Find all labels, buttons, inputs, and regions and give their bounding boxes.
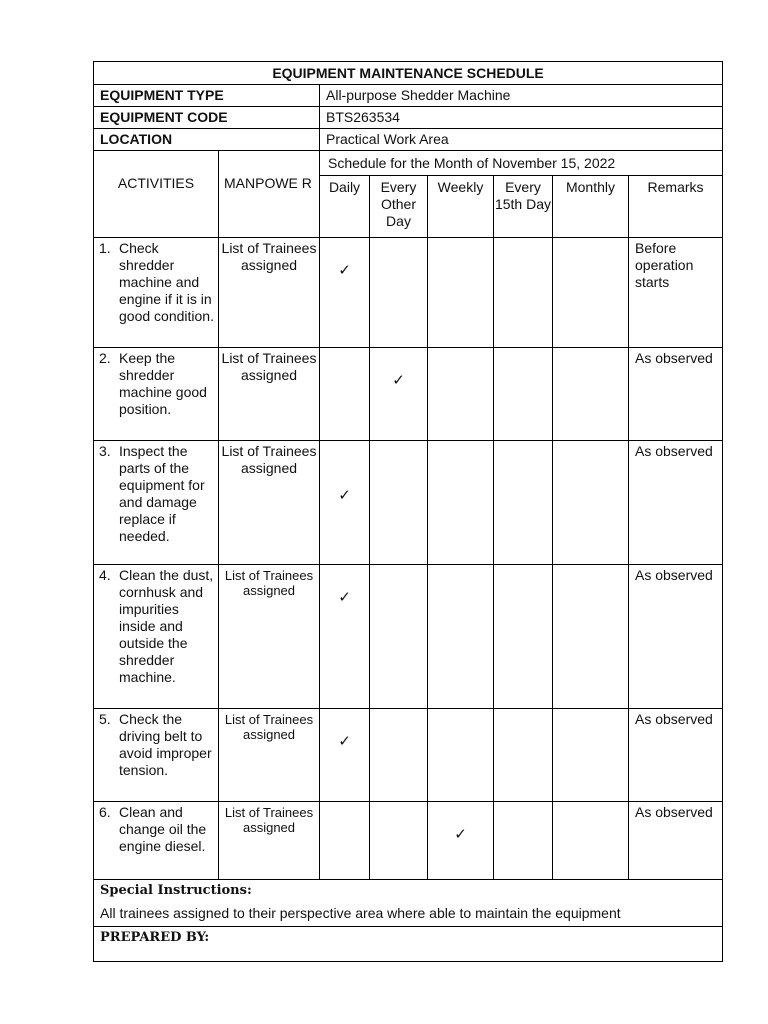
- frequency-cell: [320, 565, 370, 709]
- prepared-by-label: PREPARED BY:: [94, 927, 723, 962]
- check-mark-icon: ✓: [454, 826, 467, 843]
- remarks-cell: As observed: [629, 441, 723, 565]
- activity-row: [94, 441, 723, 565]
- manpower-cell: List of Trainees assigned: [219, 441, 320, 565]
- maintenance-schedule-table: [93, 61, 723, 962]
- frequency-cell: [428, 709, 494, 802]
- frequency-cell: [370, 348, 428, 441]
- frequency-cell: [320, 238, 370, 348]
- monthly-header: Monthly: [553, 176, 629, 238]
- frequency-cell: [553, 709, 629, 802]
- activity-row: [94, 348, 723, 441]
- location-value: Practical Work Area: [320, 129, 723, 151]
- activity-number: 3.: [99, 443, 111, 459]
- activity-number: 5.: [99, 711, 111, 727]
- equipment-type-value: All-purpose Shedder Machine: [320, 85, 723, 107]
- check-mark-icon: ✓: [338, 733, 351, 750]
- activity-text: Clean the dust, cornhusk and impurities inside and outside the shredder machine.: [119, 567, 214, 685]
- frequency-cell: [370, 802, 428, 880]
- frequency-cell: [428, 238, 494, 348]
- activity-cell: [94, 348, 219, 441]
- check-mark-icon: ✓: [338, 589, 351, 606]
- remarks-cell: As observed: [629, 802, 723, 880]
- activity-number: 6.: [99, 804, 111, 820]
- activity-text: Check shredder machine and engine if it is in good condition.: [119, 240, 214, 324]
- equipment-type-label: EQUIPMENT TYPE: [94, 85, 320, 107]
- daily-header: Daily: [320, 176, 370, 238]
- special-instructions: [94, 880, 723, 927]
- frequency-cell: [494, 802, 553, 880]
- manpower-cell: List of Trainees assigned: [219, 802, 320, 880]
- activity-number: 2.: [99, 350, 111, 366]
- manpower-cell: List of Trainees assigned: [219, 709, 320, 802]
- frequency-cell: [494, 238, 553, 348]
- activity-number: 1.: [99, 240, 111, 256]
- activity-text: Inspect the parts of the equipment for and damage replace if needed.: [119, 443, 205, 544]
- manpower-cell: List of Trainees assigned: [219, 565, 320, 709]
- check-mark-icon: ✓: [338, 487, 351, 504]
- activities-header: ACTIVITIES: [94, 151, 219, 238]
- frequency-cell: [320, 348, 370, 441]
- frequency-cell: [494, 441, 553, 565]
- activity-cell: [94, 802, 219, 880]
- remarks-cell: As observed: [629, 709, 723, 802]
- activity-cell: [94, 709, 219, 802]
- frequency-cell: [370, 565, 428, 709]
- frequency-cell: [428, 802, 494, 880]
- activity-row: [94, 238, 723, 348]
- activity-cell: [94, 565, 219, 709]
- document-title: EQUIPMENT MAINTENANCE SCHEDULE: [94, 62, 723, 85]
- frequency-cell: [553, 348, 629, 441]
- frequency-cell: [494, 709, 553, 802]
- activity-cell: [94, 441, 219, 565]
- remarks-cell: As observed: [629, 348, 723, 441]
- activity-text: Check the driving belt to avoid improper tension.: [119, 711, 212, 778]
- frequency-cell: [320, 709, 370, 802]
- frequency-cell: [428, 565, 494, 709]
- location-label: LOCATION: [94, 129, 320, 151]
- check-mark-icon: ✓: [338, 262, 351, 279]
- equipment-code-value: BTS263534: [320, 107, 723, 129]
- remarks-cell: Before operation starts: [629, 238, 723, 348]
- frequency-cell: [320, 441, 370, 565]
- info-row-location: [94, 129, 723, 151]
- remarks-cell: As observed: [629, 565, 723, 709]
- frequency-cell: [370, 709, 428, 802]
- activity-text: Keep the shredder machine good position.: [119, 350, 207, 417]
- manpower-cell: List of Trainees assigned: [219, 238, 320, 348]
- frequency-cell: [494, 348, 553, 441]
- info-row-equipment-type: [94, 85, 723, 107]
- frequency-cell: [370, 441, 428, 565]
- frequency-cell: [553, 441, 629, 565]
- frequency-cell: [494, 565, 553, 709]
- frequency-cell: [553, 238, 629, 348]
- info-row-equipment-code: [94, 107, 723, 129]
- activity-cell: [94, 238, 219, 348]
- special-instructions-label: Special Instructions:: [100, 883, 252, 898]
- activity-row: [94, 709, 723, 802]
- activity-rows: [94, 238, 723, 880]
- frequency-cell: [553, 565, 629, 709]
- check-mark-icon: ✓: [392, 372, 405, 389]
- frequency-cell: [428, 441, 494, 565]
- manpower-cell: List of Trainees assigned: [219, 348, 320, 441]
- frequency-cell: [553, 802, 629, 880]
- every-other-day-header: Every Other Day: [370, 176, 428, 238]
- activity-row: [94, 802, 723, 880]
- special-instructions-text: All trainees assigned to their perspective area where able to maintain the equipment: [100, 905, 621, 921]
- manpower-header: MANPOWE R: [219, 151, 320, 238]
- activity-number: 4.: [99, 567, 111, 583]
- weekly-header: Weekly: [428, 176, 494, 238]
- remarks-header: Remarks: [629, 176, 723, 238]
- equipment-code-label: EQUIPMENT CODE: [94, 107, 320, 129]
- every-15th-day-header: Every 15th Day: [494, 176, 553, 238]
- frequency-cell: [370, 238, 428, 348]
- activity-text: Clean and change oil the engine diesel.: [119, 804, 207, 854]
- activity-row: [94, 565, 723, 709]
- frequency-cell: [428, 348, 494, 441]
- frequency-cell: [320, 802, 370, 880]
- schedule-month-header: Schedule for the Month of November 15, 2022: [320, 151, 723, 176]
